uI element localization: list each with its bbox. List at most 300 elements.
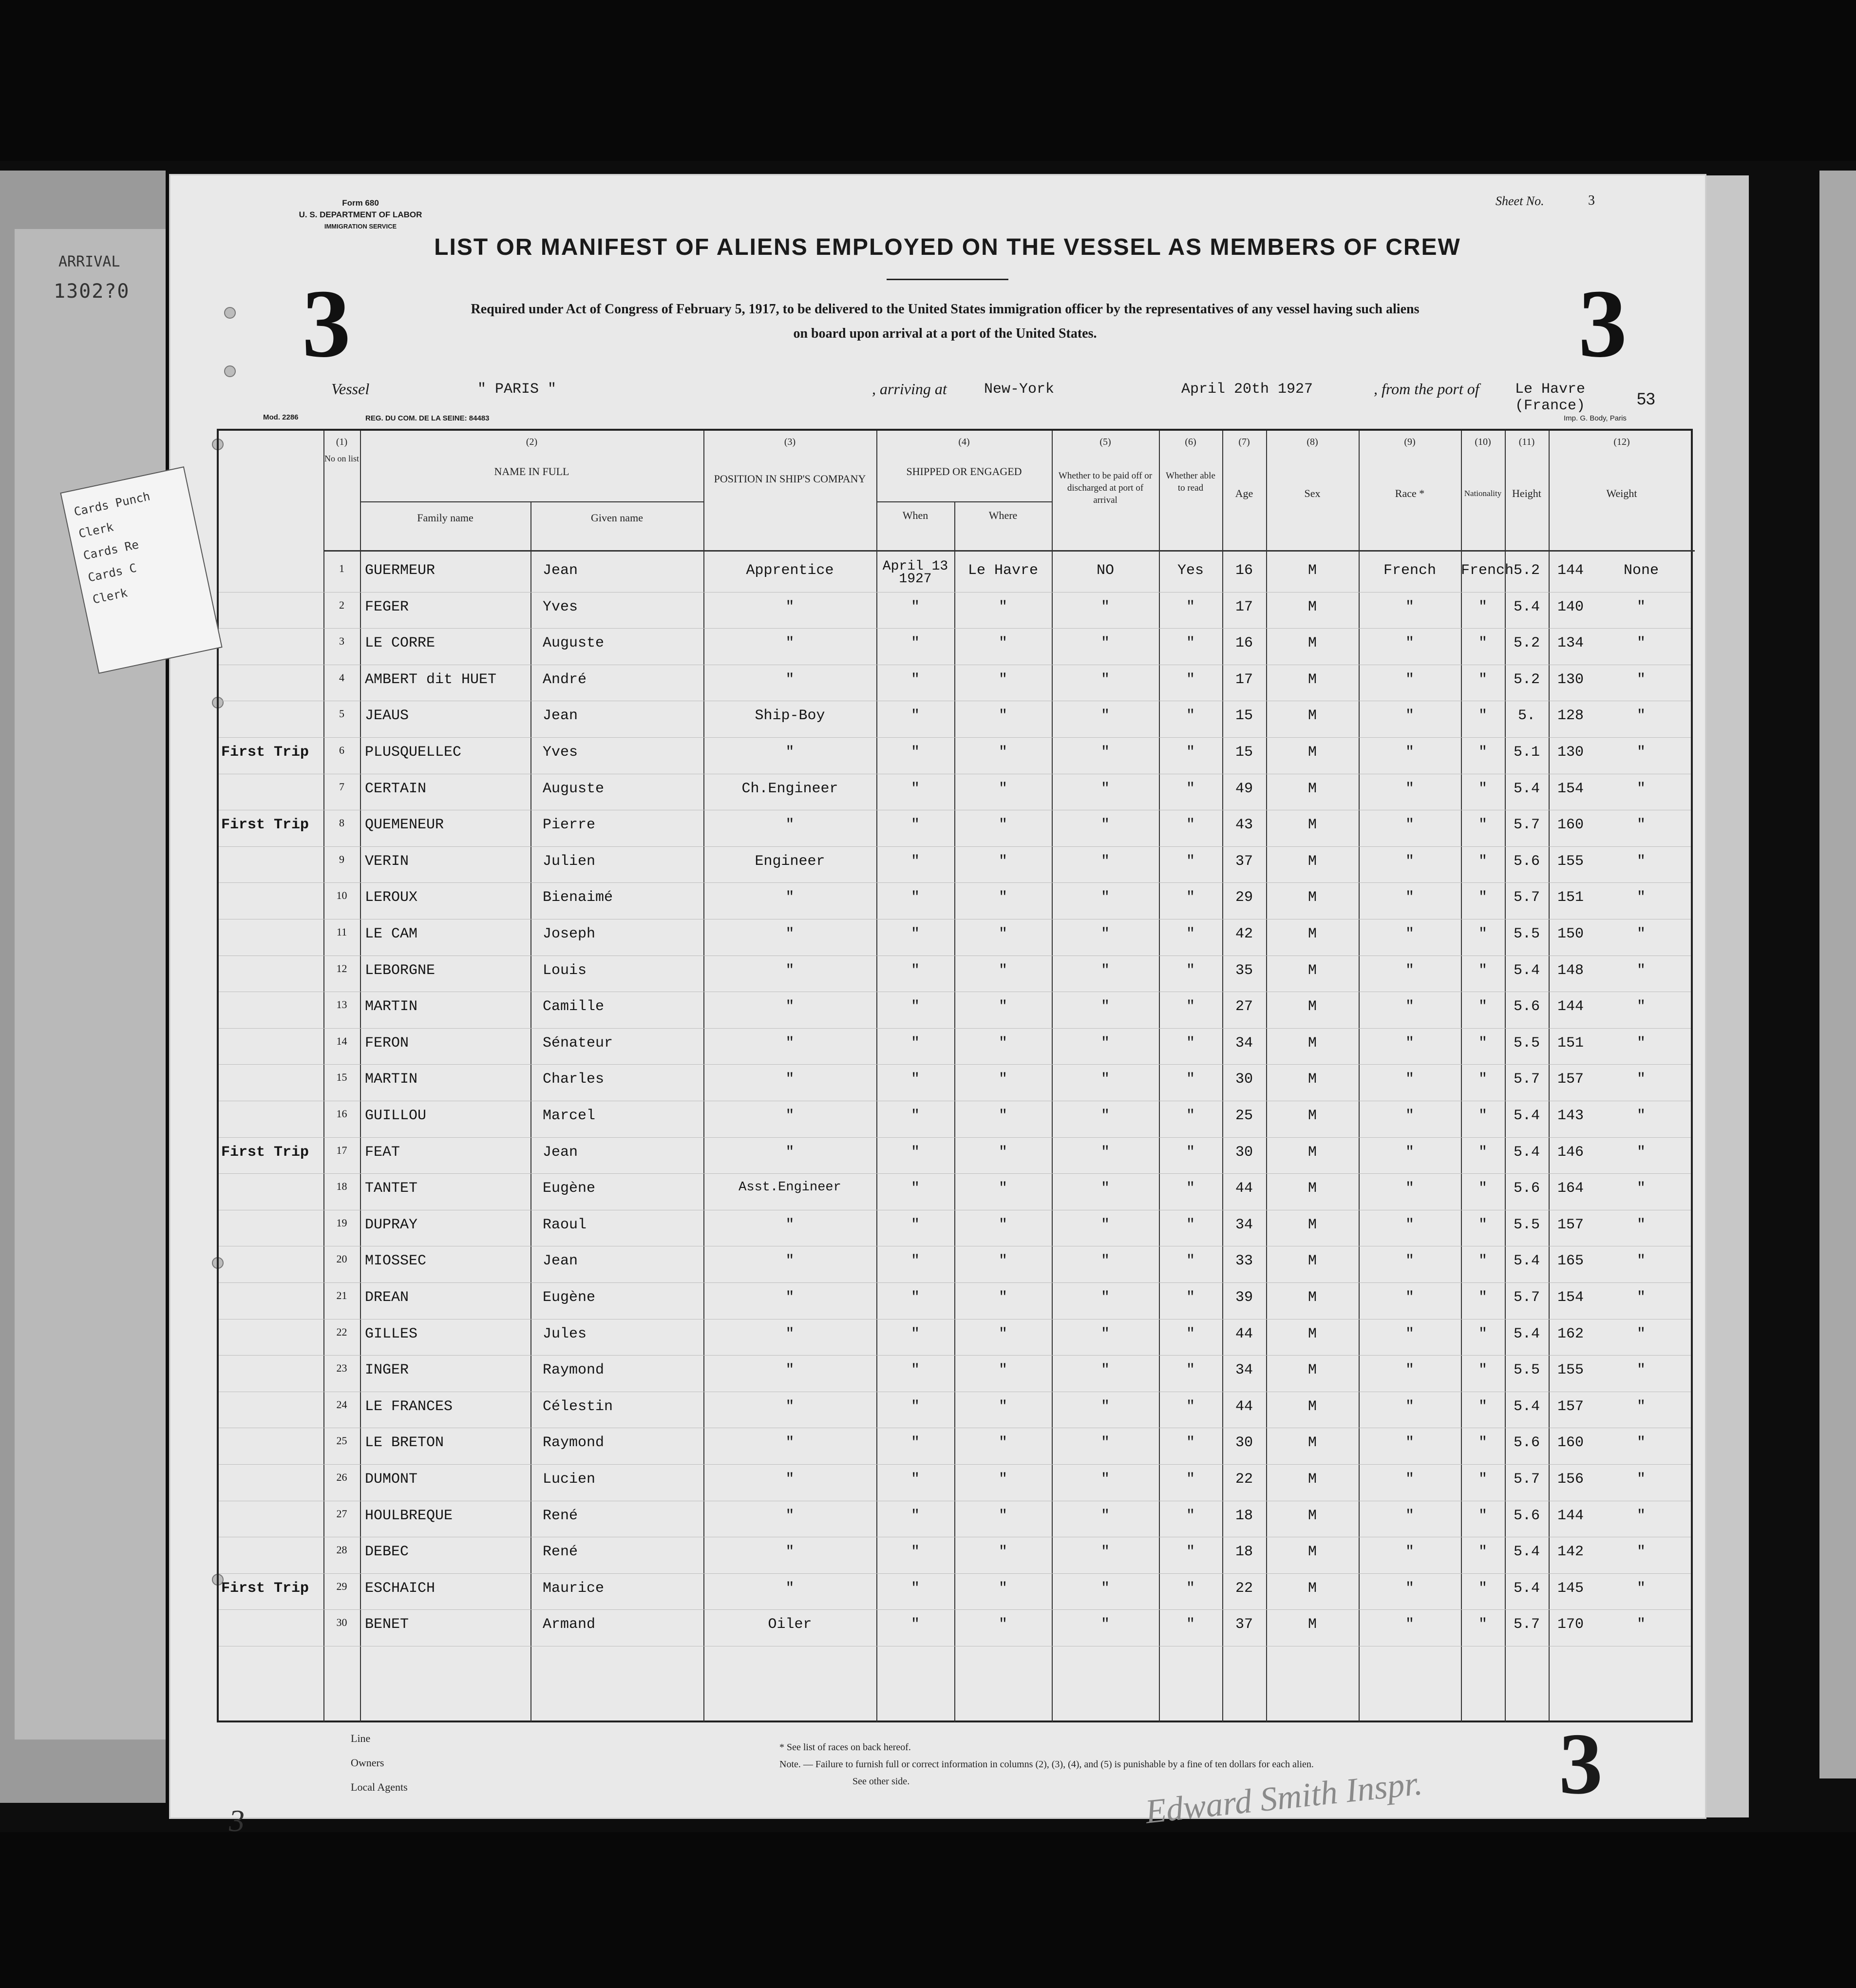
cell-race: " — [1405, 1216, 1414, 1233]
crew-manifest-table — [217, 429, 1693, 1722]
cell-when: " — [910, 1180, 920, 1197]
cell-no: 27 — [336, 1507, 347, 1520]
cell-family: ESCHAICH — [365, 1580, 436, 1597]
cell-read: " — [1186, 926, 1195, 942]
cell-where: " — [998, 1580, 1007, 1597]
cell-sex: M — [1307, 1544, 1317, 1561]
cell-race: " — [1405, 1398, 1414, 1415]
cell-race: " — [1405, 889, 1414, 906]
vessel-label: Vessel — [331, 380, 370, 398]
row-rule — [219, 1028, 1691, 1029]
cell-nat: " — [1478, 598, 1487, 615]
cell-nat: " — [1478, 1071, 1487, 1088]
cell-family: FERON — [365, 1034, 409, 1051]
cell-position: Apprentice — [746, 562, 834, 579]
cell-marks: " — [1636, 1253, 1646, 1270]
cell-given: Lucien — [543, 1471, 596, 1488]
col-10-number: (10) — [1475, 437, 1491, 447]
cell-marks: " — [1636, 1144, 1646, 1161]
from-port-label: , from the port of — [1374, 380, 1479, 398]
cell-where: " — [998, 1434, 1007, 1452]
cell-height: 5.5 — [1513, 1034, 1540, 1051]
cell-sex: M — [1307, 1434, 1317, 1452]
cell-family: FEAT — [365, 1144, 400, 1161]
cell-paid: " — [1100, 926, 1110, 942]
sheet-number-label: Sheet No. — [1496, 194, 1544, 208]
cell-race: " — [1405, 671, 1414, 688]
cell-height: 5.7 — [1513, 1289, 1540, 1306]
cell-family: LE BRETON — [365, 1434, 444, 1452]
col-11-number: (11) — [1518, 437, 1535, 447]
cell-position: " — [785, 889, 795, 906]
department-name: U. S. DEPARTMENT OF LABOR — [299, 210, 422, 219]
col-12-number: (12) — [1613, 437, 1630, 447]
cell-when: " — [910, 853, 920, 870]
col-9-number: (9) — [1404, 437, 1416, 447]
cell-given: Jean — [543, 707, 578, 725]
col-6-number: (6) — [1185, 437, 1196, 447]
col-1-number: (1) — [336, 437, 348, 447]
cell-weight: 144 — [1557, 562, 1584, 579]
cell-read: " — [1186, 1362, 1195, 1379]
cell-paid: " — [1100, 1216, 1110, 1233]
cell-weight: 134 — [1557, 635, 1584, 652]
cell-paid: " — [1100, 889, 1110, 906]
cell-marks: " — [1636, 1580, 1646, 1597]
cell-no: 29 — [336, 1580, 347, 1592]
cell-family: GUERMEUR — [365, 562, 436, 579]
cell-height: 5.5 — [1513, 1362, 1540, 1379]
cell-paid: " — [1100, 1108, 1110, 1124]
cell-given: Raoul — [543, 1216, 587, 1233]
cell-family: AMBERT dit HUET — [365, 671, 497, 688]
footer-owners-label: Owners — [351, 1757, 384, 1769]
cell-sex: M — [1307, 744, 1317, 761]
cell-no: 19 — [336, 1216, 347, 1229]
cell-height: 5.5 — [1513, 926, 1540, 942]
cell-given: Jean — [543, 562, 578, 579]
cell-given: Marcel — [543, 1108, 596, 1124]
cell-height: 5.7 — [1513, 1471, 1540, 1488]
cell-race: " — [1405, 1616, 1414, 1633]
cell-weight: 144 — [1557, 1507, 1584, 1524]
cell-position: " — [785, 1434, 795, 1452]
cell-age: 30 — [1235, 1071, 1253, 1088]
cell-given: Armand — [543, 1616, 596, 1633]
cell-sex: M — [1307, 1180, 1317, 1197]
cell-given: Raymond — [543, 1434, 605, 1452]
cell-where: " — [998, 1398, 1007, 1415]
col-given-name: Given name — [591, 512, 643, 524]
col-age: Age — [1235, 487, 1253, 499]
cell-weight: 130 — [1557, 671, 1584, 688]
cell-nat: " — [1478, 744, 1487, 761]
cell-when: " — [910, 1616, 920, 1633]
cell-height: 5. — [1517, 707, 1535, 725]
cell-weight: 162 — [1557, 1325, 1584, 1342]
cell-no: 1 — [339, 562, 344, 574]
cell-height: 5.2 — [1513, 562, 1540, 579]
cell-race: " — [1405, 1253, 1414, 1270]
cell-age: 16 — [1235, 562, 1253, 579]
cell-height: 5.4 — [1513, 1108, 1540, 1124]
cell-marks: " — [1636, 671, 1646, 688]
cell-where: " — [998, 926, 1007, 942]
cell-where: " — [998, 1325, 1007, 1342]
cell-when: April 13 1927 — [882, 559, 948, 587]
cell-when: " — [910, 1362, 920, 1379]
first-trip-note: First Trip — [221, 817, 309, 834]
cell-given: Sénateur — [543, 1034, 613, 1051]
cell-given: Célestin — [543, 1398, 613, 1415]
cell-no: 5 — [339, 707, 344, 720]
cell-where: " — [998, 1289, 1007, 1306]
cell-age: 44 — [1235, 1180, 1253, 1197]
cell-given: Camille — [543, 998, 605, 1015]
cell-no: 15 — [336, 1071, 347, 1084]
cell-height: 5.4 — [1513, 1580, 1540, 1597]
cell-where: " — [998, 889, 1007, 906]
title-underline — [887, 279, 1008, 280]
cell-given: Auguste — [543, 635, 605, 652]
cell-weight: 155 — [1557, 1362, 1584, 1379]
cell-sex: M — [1307, 1144, 1317, 1161]
cell-weight: 157 — [1557, 1216, 1584, 1233]
cell-age: 39 — [1235, 1289, 1253, 1306]
cell-when: " — [910, 1216, 920, 1233]
cell-given: René — [543, 1544, 578, 1561]
cell-nat: " — [1478, 1434, 1487, 1452]
cell-weight: 146 — [1557, 1144, 1584, 1161]
cell-family: JEAUS — [365, 707, 409, 725]
cell-paid: NO — [1096, 562, 1114, 579]
cell-sex: M — [1307, 1108, 1317, 1124]
cell-sex: M — [1307, 1289, 1317, 1306]
cell-height: 5.4 — [1513, 1144, 1540, 1161]
cell-weight: 151 — [1557, 889, 1584, 906]
cell-when: " — [910, 707, 920, 725]
cell-when: " — [910, 962, 920, 979]
first-trip-note: First Trip — [221, 744, 309, 761]
cell-position: " — [785, 926, 795, 942]
cell-read: " — [1186, 1434, 1195, 1452]
row-rule — [219, 882, 1691, 883]
cell-sex: M — [1307, 853, 1317, 870]
cell-no: 28 — [336, 1544, 347, 1556]
cell-weight: 151 — [1557, 1034, 1584, 1051]
cell-read: " — [1186, 1144, 1195, 1161]
index-card-line: Clerk — [91, 586, 129, 607]
cell-weight: 160 — [1557, 817, 1584, 834]
cell-family: CERTAIN — [365, 780, 427, 797]
cell-read: " — [1186, 998, 1195, 1015]
cell-paid: " — [1100, 671, 1110, 688]
cell-no: 9 — [339, 853, 344, 865]
cell-read: " — [1186, 1253, 1195, 1270]
cell-age: 22 — [1235, 1471, 1253, 1488]
cell-family: HOULBREQUE — [365, 1507, 453, 1524]
cell-read: " — [1186, 1216, 1195, 1233]
cell-sex: M — [1307, 1034, 1317, 1051]
cell-when: " — [910, 1507, 920, 1524]
cell-read: " — [1186, 1071, 1195, 1088]
cell-when: " — [910, 1289, 920, 1306]
cell-when: " — [910, 889, 920, 906]
col-8-number: (8) — [1307, 437, 1318, 447]
cell-where: " — [998, 1180, 1007, 1197]
cell-where: " — [998, 635, 1007, 652]
cell-nat: " — [1478, 780, 1487, 797]
cell-when: " — [910, 817, 920, 834]
cell-where: " — [998, 598, 1007, 615]
col-3-number: (3) — [784, 437, 796, 447]
cell-position: " — [785, 1289, 795, 1306]
cell-read: " — [1186, 598, 1195, 615]
cell-where: " — [998, 1216, 1007, 1233]
cell-family: DREAN — [365, 1289, 409, 1306]
footer-agents-label: Local Agents — [351, 1781, 408, 1793]
cell-family: LE CORRE — [365, 635, 436, 652]
handwritten-page-number: 3 — [229, 1803, 245, 1838]
cell-where: " — [998, 744, 1007, 761]
cell-no: 24 — [336, 1398, 347, 1411]
printer-name: Imp. G. Body, Paris — [1564, 414, 1627, 422]
cell-family: FEGER — [365, 598, 409, 615]
col-2-number: (2) — [526, 437, 538, 447]
cell-read: " — [1186, 1580, 1195, 1597]
cell-nat: " — [1478, 1034, 1487, 1051]
cell-paid: " — [1100, 1289, 1110, 1306]
col-7-number: (7) — [1238, 437, 1250, 447]
cell-where: " — [998, 853, 1007, 870]
cell-age: 27 — [1235, 998, 1253, 1015]
cell-when: " — [910, 1108, 920, 1124]
cell-position: " — [785, 962, 795, 979]
cell-family: GILLES — [365, 1325, 418, 1342]
cell-paid: " — [1100, 1580, 1110, 1597]
cell-race: " — [1405, 1362, 1414, 1379]
cell-position: Asst.Engineer — [739, 1180, 841, 1195]
cell-nat: " — [1478, 671, 1487, 688]
cell-paid: " — [1100, 1325, 1110, 1342]
cell-nat: " — [1478, 1471, 1487, 1488]
col-height: Height — [1512, 487, 1541, 499]
cell-age: 17 — [1235, 598, 1253, 615]
cell-no: 16 — [336, 1108, 347, 1120]
col-race: Race * — [1395, 487, 1425, 499]
cell-weight: 164 — [1557, 1180, 1584, 1197]
cell-where: " — [998, 671, 1007, 688]
cell-height: 5.4 — [1513, 1398, 1540, 1415]
mod-number: Mod. 2286 — [263, 413, 299, 421]
cell-sex: M — [1307, 962, 1317, 979]
cell-family: LEROUX — [365, 889, 418, 906]
header-rule — [876, 501, 1052, 502]
cell-given: André — [543, 671, 587, 688]
cell-sex: M — [1307, 1071, 1317, 1088]
col-name-in-full: NAME IN FULL — [494, 465, 569, 478]
col-able-to-read: Whether able to read — [1166, 471, 1215, 493]
cell-given: Joseph — [543, 926, 596, 942]
cell-marks: " — [1636, 1398, 1646, 1415]
cell-age: 35 — [1235, 962, 1253, 979]
cell-read: " — [1186, 853, 1195, 870]
cell-marks: " — [1636, 635, 1646, 652]
cell-no: 8 — [339, 817, 344, 829]
cell-when: " — [910, 671, 920, 688]
stamp-left: 3 — [302, 270, 351, 378]
cell-position: " — [785, 998, 795, 1015]
cell-marks: " — [1636, 1108, 1646, 1124]
cell-position: " — [785, 744, 795, 761]
cell-nat: " — [1478, 1544, 1487, 1561]
cell-given: Bienaimé — [543, 889, 613, 906]
cell-race: " — [1405, 1144, 1414, 1161]
cell-position: " — [785, 671, 795, 688]
cell-marks: " — [1636, 926, 1646, 942]
cell-race: " — [1405, 598, 1414, 615]
col-shipped-engaged: SHIPPED OR ENGAGED — [906, 465, 1022, 478]
cell-given: Jean — [543, 1144, 578, 1161]
cell-race: " — [1405, 998, 1414, 1015]
cell-nat: " — [1478, 1216, 1487, 1233]
races-footnote: * See list of races on back hereof. — [779, 1742, 911, 1753]
row-rule — [219, 1282, 1691, 1283]
cell-paid: " — [1100, 744, 1110, 761]
subtitle-line-1: Required under Act of Congress of February 5, 1917, to be delivered to the United States immigration officer by the representatives of any vessel having such aliens — [471, 302, 1420, 317]
cell-given: Charles — [543, 1071, 605, 1088]
cell-when: " — [910, 1253, 920, 1270]
cell-race: " — [1405, 780, 1414, 797]
cell-when: " — [910, 1325, 920, 1342]
cell-age: 37 — [1235, 1616, 1253, 1633]
cell-marks: " — [1636, 1289, 1646, 1306]
cell-paid: " — [1100, 1544, 1110, 1561]
cell-family: QUEMENEUR — [365, 817, 444, 834]
first-trip-note: First Trip — [221, 1144, 309, 1161]
cell-read: " — [1186, 817, 1195, 834]
cell-nat: " — [1478, 962, 1487, 979]
cell-position: " — [785, 1071, 795, 1088]
cell-sex: M — [1307, 1471, 1317, 1488]
row-rule — [219, 1064, 1691, 1065]
cell-paid: " — [1100, 1616, 1110, 1633]
row-rule — [219, 1137, 1691, 1138]
cell-position: " — [785, 1362, 795, 1379]
cell-age: 44 — [1235, 1325, 1253, 1342]
cell-height: 5.2 — [1513, 635, 1540, 652]
cell-family: PLUSQUELLEC — [365, 744, 462, 761]
cell-position: " — [785, 1471, 795, 1488]
cell-read: " — [1186, 1507, 1195, 1524]
cell-weight: 130 — [1557, 744, 1584, 761]
cell-given: Maurice — [543, 1580, 605, 1597]
form-number: Form 680 — [342, 198, 379, 208]
cell-when: " — [910, 1034, 920, 1051]
cell-paid: " — [1100, 707, 1110, 725]
cell-where: " — [998, 817, 1007, 834]
cell-given: Jules — [543, 1325, 587, 1342]
cell-read: " — [1186, 1616, 1195, 1633]
cell-when: " — [910, 926, 920, 942]
col-family-name: Family name — [417, 512, 473, 524]
cell-paid: " — [1100, 1034, 1110, 1051]
cell-age: 34 — [1235, 1034, 1253, 1051]
cell-height: 5.7 — [1513, 1616, 1540, 1633]
departure-port: Le Havre (France) — [1515, 381, 1586, 414]
cell-age: 17 — [1235, 671, 1253, 688]
cell-given: Louis — [543, 962, 587, 979]
cell-height: 5.6 — [1513, 1507, 1540, 1524]
cell-paid: " — [1100, 1362, 1110, 1379]
cell-height: 5.4 — [1513, 1253, 1540, 1270]
cell-no: 23 — [336, 1362, 347, 1375]
cell-read: " — [1186, 744, 1195, 761]
cell-read: " — [1186, 1471, 1195, 1488]
cell-height: 5.6 — [1513, 1180, 1540, 1197]
cell-age: 30 — [1235, 1434, 1253, 1452]
cell-height: 5.4 — [1513, 780, 1540, 797]
cell-nat: " — [1478, 1362, 1487, 1379]
page-subtitle — [307, 297, 1583, 346]
cell-nat: " — [1478, 1253, 1487, 1270]
cell-height: 5.7 — [1513, 817, 1540, 834]
cell-nat: French — [1461, 562, 1514, 579]
col-weight: Weight — [1606, 487, 1637, 499]
cell-age: 37 — [1235, 853, 1253, 870]
cell-given: Yves — [543, 598, 578, 615]
cell-marks: " — [1636, 1362, 1646, 1379]
cell-age: 44 — [1235, 1398, 1253, 1415]
cell-age: 25 — [1235, 1108, 1253, 1124]
cell-sex: M — [1307, 707, 1317, 725]
cell-race: French — [1383, 562, 1437, 579]
cell-position: " — [785, 1034, 795, 1051]
cell-sex: M — [1307, 598, 1317, 615]
cell-read: " — [1186, 889, 1195, 906]
cell-paid: " — [1100, 962, 1110, 979]
cell-marks: " — [1636, 744, 1646, 761]
cell-sex: M — [1307, 998, 1317, 1015]
cell-read: " — [1186, 962, 1195, 979]
binder-hole — [224, 365, 236, 377]
cell-position: " — [785, 1580, 795, 1597]
cell-nat: " — [1478, 635, 1487, 652]
cell-sex: M — [1307, 635, 1317, 652]
row-rule — [219, 1464, 1691, 1465]
cell-age: 49 — [1235, 780, 1253, 797]
cell-paid: " — [1100, 998, 1110, 1015]
cell-height: 5.2 — [1513, 671, 1540, 688]
cell-height: 5.7 — [1513, 889, 1540, 906]
cell-no: 3 — [339, 635, 344, 648]
cell-read: " — [1186, 780, 1195, 797]
cell-sex: M — [1307, 671, 1317, 688]
cell-where: " — [998, 998, 1007, 1015]
cell-when: " — [910, 1580, 920, 1597]
cell-sex: M — [1307, 817, 1317, 834]
cell-marks: " — [1636, 998, 1646, 1015]
cell-height: 5.4 — [1513, 1325, 1540, 1342]
form-header — [263, 197, 458, 232]
cell-read: " — [1186, 1108, 1195, 1124]
cell-height: 5.1 — [1513, 744, 1540, 761]
footer-line-label: Line — [351, 1732, 371, 1744]
cell-read: " — [1186, 1398, 1195, 1415]
index-card-line: Clerk — [77, 520, 115, 541]
cell-given: Jean — [543, 1253, 578, 1270]
cell-weight: 157 — [1557, 1071, 1584, 1088]
